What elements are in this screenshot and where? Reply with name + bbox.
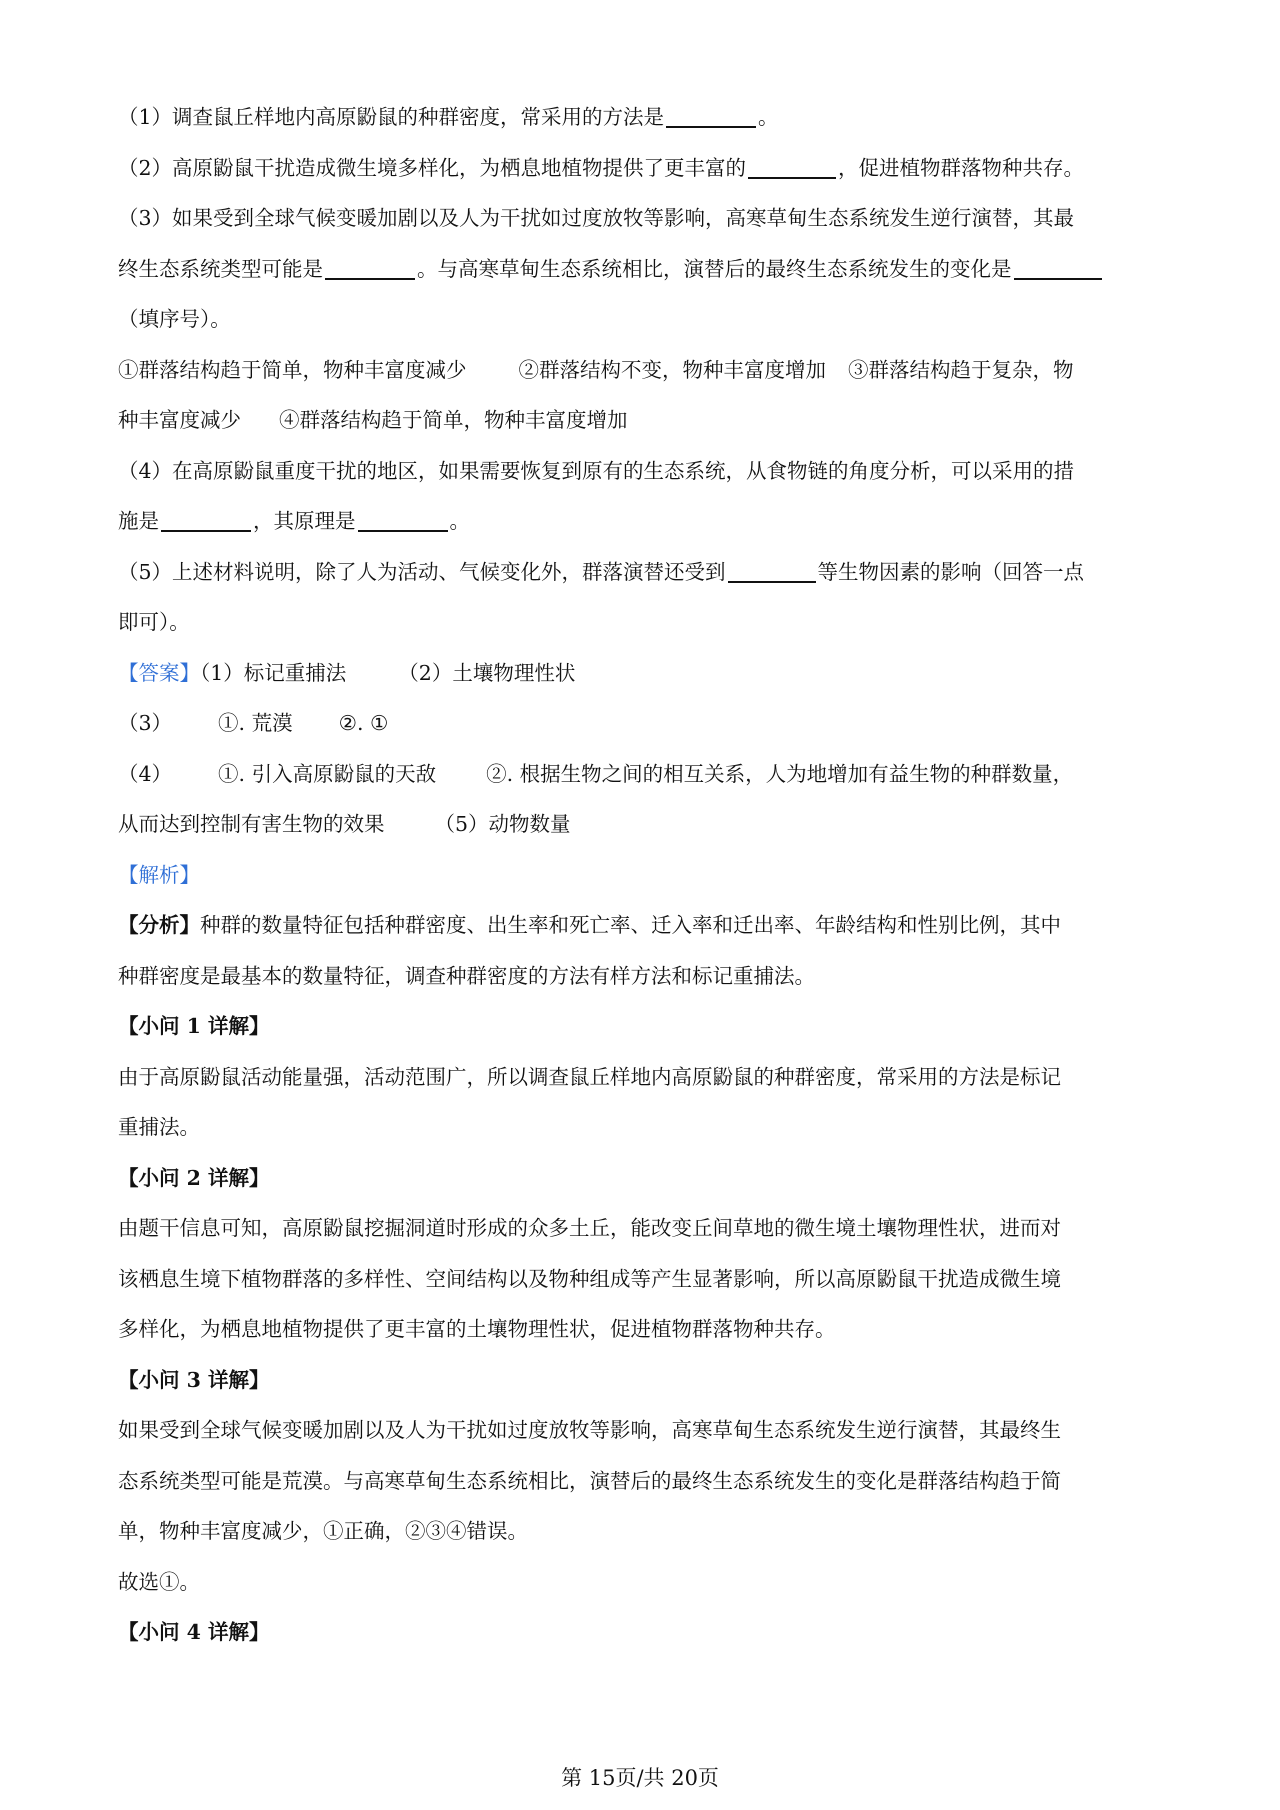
question-2 (118, 143, 1168, 194)
detail-text: 重捕法。 (118, 1115, 200, 1139)
question-text: （填序号）。 (118, 307, 231, 331)
answer-text: （5）动物数量 (434, 812, 571, 836)
question-1 (118, 92, 1168, 143)
question-text: 。与高寒草甸生态系统相比，演替后的最终生态系统发生的变化是 (417, 256, 1012, 281)
options-line-1 (118, 345, 1168, 396)
document-page (118, 92, 1168, 1658)
detail-text: 多样化，为栖息地植物提供了更丰富的土壤物理性状，促进植物群落物种共存。 (118, 1317, 836, 1341)
answer-blank (325, 256, 415, 280)
answer-line-4 (118, 799, 1168, 850)
question-3-line-2 (118, 244, 1168, 295)
answer-line-3 (118, 749, 1168, 800)
detail-2-heading: 【小问 2 详解】 (118, 1165, 270, 1190)
question-5-line-2 (118, 597, 1168, 648)
question-text: （2）高原鼢鼠干扰造成微生境多样化，为栖息地植物提供了更丰富的 (118, 155, 747, 180)
detail-text: 单，物种丰富度减少，①正确，②③④错误。 (118, 1519, 528, 1543)
answer-text: （4） (118, 761, 173, 786)
question-text: ，其原理是 (253, 509, 356, 533)
answer-text: ②. 根据生物之间的相互关系，人为地增加有益生物的种群数量， (486, 761, 1074, 786)
answer-text: （2）土壤物理性状 (398, 660, 576, 685)
answer-line-2 (118, 698, 1168, 749)
detail-text: 由于高原鼢鼠活动能量强，活动范围广，所以调查鼠丘样地内高原鼢鼠的种群密度，常采用的方法是标记 (118, 1064, 1061, 1089)
answer-blank (161, 508, 251, 532)
question-text: 即可）。 (118, 610, 190, 634)
question-5-line-1 (118, 547, 1168, 598)
question-3-line-3 (118, 294, 1168, 345)
option-3: ③群落结构趋于复杂，物 (848, 357, 1074, 382)
question-text: （4）在高原鼢鼠重度干扰的地区，如果需要恢复到原有的生态系统，从食物链的角度分析，可以采用的措 (118, 458, 1075, 483)
question-text: ，促进植物群落物种共存。 (838, 155, 1085, 180)
answer-text: ②. ① (338, 711, 389, 735)
answer-text: （3） (118, 711, 173, 735)
options-line-2 (118, 395, 1168, 446)
analysis-line-1 (118, 900, 1168, 951)
option-3-cont: 种丰富度减少 (118, 408, 241, 432)
answer-blank (1014, 256, 1102, 280)
answer-tag: 【答案】 (118, 660, 200, 685)
answer-text: 从而达到控制有害生物的效果 (118, 812, 385, 836)
answer-text: ①. 引入高原鼢鼠的天敌 (218, 761, 437, 786)
detail-1-heading: 【小问 1 详解】 (118, 1014, 270, 1038)
question-text: 施是 (118, 509, 159, 533)
question-text: （3）如果受到全球气候变暖加剧以及人为干扰如过度放牧等影响，高寒草甸生态系统发生逆行演替，其最 (118, 206, 1075, 230)
question-4-line-2 (118, 496, 1168, 547)
question-3-line-1 (118, 193, 1168, 244)
answer-blank (358, 508, 448, 532)
question-text: 终生态系统类型可能是 (118, 256, 323, 281)
detail-3-heading: 【小问 3 详解】 (118, 1367, 270, 1392)
analysis-line-2 (118, 951, 1168, 1002)
detail-text: 故选①。 (118, 1569, 200, 1594)
detail-4-heading: 【小问 4 详解】 (118, 1620, 270, 1644)
option-4: ④群落结构趋于简单，物种丰富度增加 (279, 408, 628, 432)
question-4-line-1 (118, 446, 1168, 497)
question-text: 。 (449, 509, 470, 533)
page-number: 第 15页/共 20页 (561, 1766, 719, 1790)
option-1: ①群落结构趋于简单，物种丰富度减少 (118, 357, 467, 382)
question-text: 。 (758, 105, 779, 129)
analysis-text: 种群的数量特征包括种群密度、出生率和死亡率、迁入率和迁出率、年龄结构和性别比例，其中 (200, 913, 1061, 937)
detail-text: 如果受到全球气候变暖加剧以及人为干扰如过度放牧等影响，高寒草甸生态系统发生逆行演替，其最终生 (118, 1418, 1061, 1442)
answer-blank (666, 104, 756, 128)
detail-text: 由题干信息可知，高原鼢鼠挖掘洞道时形成的众多土丘，能改变丘间草地的微生境土壤物理性状，进而对 (118, 1216, 1061, 1240)
analysis-tag: 【解析】 (118, 862, 200, 887)
question-text: （1）调查鼠丘样地内高原鼢鼠的种群密度，常采用的方法是 (118, 105, 665, 129)
answer-line-1 (118, 648, 1168, 699)
analysis-text: 种群密度是最基本的数量特征，调查种群密度的方法有样方法和标记重捕法。 (118, 963, 815, 988)
analysis-heading (118, 850, 1168, 901)
answer-text: （1）标记重捕法 (200, 660, 347, 685)
question-text: （5）上述材料说明，除了人为活动、气候变化外，群落演替还受到 (118, 559, 726, 584)
detail-text: 该栖息生境下植物群落的多样性、空间结构以及物种组成等产生显著影响，所以高原鼢鼠干扰造成微生境 (118, 1266, 1061, 1291)
section-tag: 【分析】 (118, 913, 200, 937)
detail-text: 态系统类型可能是荒漠。与高寒草甸生态系统相比，演替后的最终生态系统发生的变化是群落结构趋于简 (118, 1468, 1061, 1493)
question-text: 等生物因素的影响（回答一点 (817, 559, 1085, 584)
answer-text: ①. 荒漠 (218, 711, 293, 735)
option-2: ②群落结构不变，物种丰富度增加 (518, 357, 826, 382)
answer-blank (728, 559, 816, 583)
answer-blank (748, 155, 836, 179)
